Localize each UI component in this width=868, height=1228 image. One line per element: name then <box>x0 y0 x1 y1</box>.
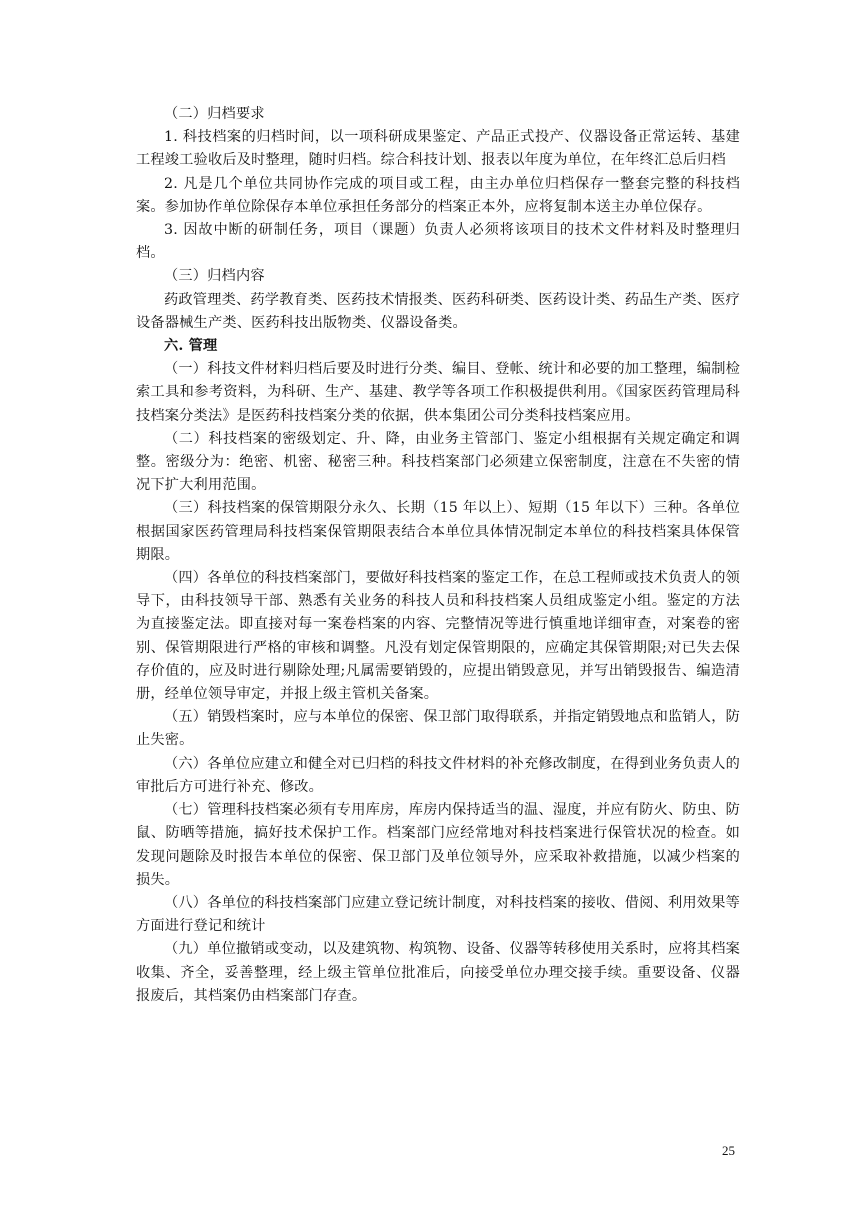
paragraph-management-7: （七）管理科技档案必须有专用库房，库房内保持适当的温、湿度，并应有防火、防虫、防鼠、防晒等措施，搞好技术保护工作。档案部门应经常地对科技档案进行保管状况的检查。如发现问题除及时报告本单位的保密、保卫部门及单位领导外，应采取补救措施，以减少档案的损失。 <box>136 802 740 888</box>
page-number: 25 <box>722 1143 735 1158</box>
paragraph-interrupted-tasks: 3. 因故中断的研制任务，项目（课题）负责人必须将该项目的技术文件材料及时整理归档。 <box>136 222 740 262</box>
subheading-archiving-content: （三）归档内容 <box>164 268 265 285</box>
paragraph-archive-categories: 药政管理类、药学教育类、医药技术情报类、医药科研类、医药设计类、药品生产类、医疗设备器械生产类、医药科技出版物类、仪器设备类。 <box>136 291 740 331</box>
paragraph-archiving-time: 1. 科技档案的归档时间，以一项科研成果鉴定、产品正式投产、仪器设备正常运转、基建工程竣工验收后及时整理，随时归档。综合科技计划、报表以年度为单位，在年终汇总后归档 <box>136 129 740 169</box>
paragraph-management-2: （二）科技档案的密级划定、升、降，由业务主管部门、鉴定小组根据有关规定确定和调整。密级分为：绝密、机密、秘密三种。科技档案部门必须建立保密制度，注意在不失密的情况下扩大利用范围。 <box>136 430 740 494</box>
paragraph-management-9: （九）单位撤销或变动，以及建筑物、构筑物、设备、仪器等转移使用关系时，应将其档案收集、齐全，妥善整理，经上级主管单位批准后，向接受单位办理交接手续。重要设备、仪器报废后，其档案仍由档案部门存查。 <box>136 941 740 1004</box>
paragraph-management-8: （八）各单位的科技档案部门应建立登记统计制度，对科技档案的接收、借阅、利用效果等方面进行登记和统计 <box>136 894 740 935</box>
subheading-archiving-requirements: （二）归档要求 <box>164 106 265 122</box>
paragraph-management-1: （一）科技文件材料归档后要及时进行分类、编目、登帐、统计和必要的加工整理，编制检索工具和参考资料，为科研、生产、基建、教学等各项工作积极提供利用。《国家医药管理局科技档案分类法》是医药科技档案分类的依据，供本集团公司分类科技档案应用。 <box>136 361 740 424</box>
paragraph-management-3: （三）科技档案的保管期限分永久、长期（15 年以上）、短期（15 年以下）三种。各单位根据国家医药管理局科技档案保管期限表结合本单位具体情况制定本单位的科技档案具体保管期限。 <box>136 500 740 563</box>
section-heading-management: 六. 管理 <box>164 338 218 355</box>
paragraph-management-6: （六）各单位应建立和健全对已归档的科技文件材料的补充修改制度，在得到业务负责人的审批后方可进行补充、修改。 <box>136 755 740 795</box>
paragraph-cooperative-projects: 2. 凡是几个单位共同协作完成的项目或工程，由主办单位归档保存一整套完整的科技档案。参加协作单位除保存本单位承担任务部分的档案正本外，应将复制本送主办单位保存。 <box>136 175 740 215</box>
paragraph-management-5: （五）销毁档案时，应与本单位的保密、保卫部门取得联系，并指定销毁地点和监销人，防止失密。 <box>136 709 740 749</box>
paragraph-management-4: （四）各单位的科技档案部门，要做好科技档案的鉴定工作，在总工程师或技术负责人的领导下，由科技领导干部、熟悉有关业务的科技人员和科技档案人员组成鉴定小组。鉴定的方法为直接鉴定法。即直接对每一案卷档案的内容、完整情况等进行慎重地详细审查，对案卷的密别、保管期限进行严格的审核和调整。凡没有划定保管期限的，应确定其保管期限;对已失去保存价值的，应及时进行剔除处理;凡属需要销毁的，应提出销毁意见，并写出销毁报告、编造清册，经单位领导审定，并报上级主管机关备案。 <box>136 570 740 703</box>
document-body <box>136 103 740 1008</box>
